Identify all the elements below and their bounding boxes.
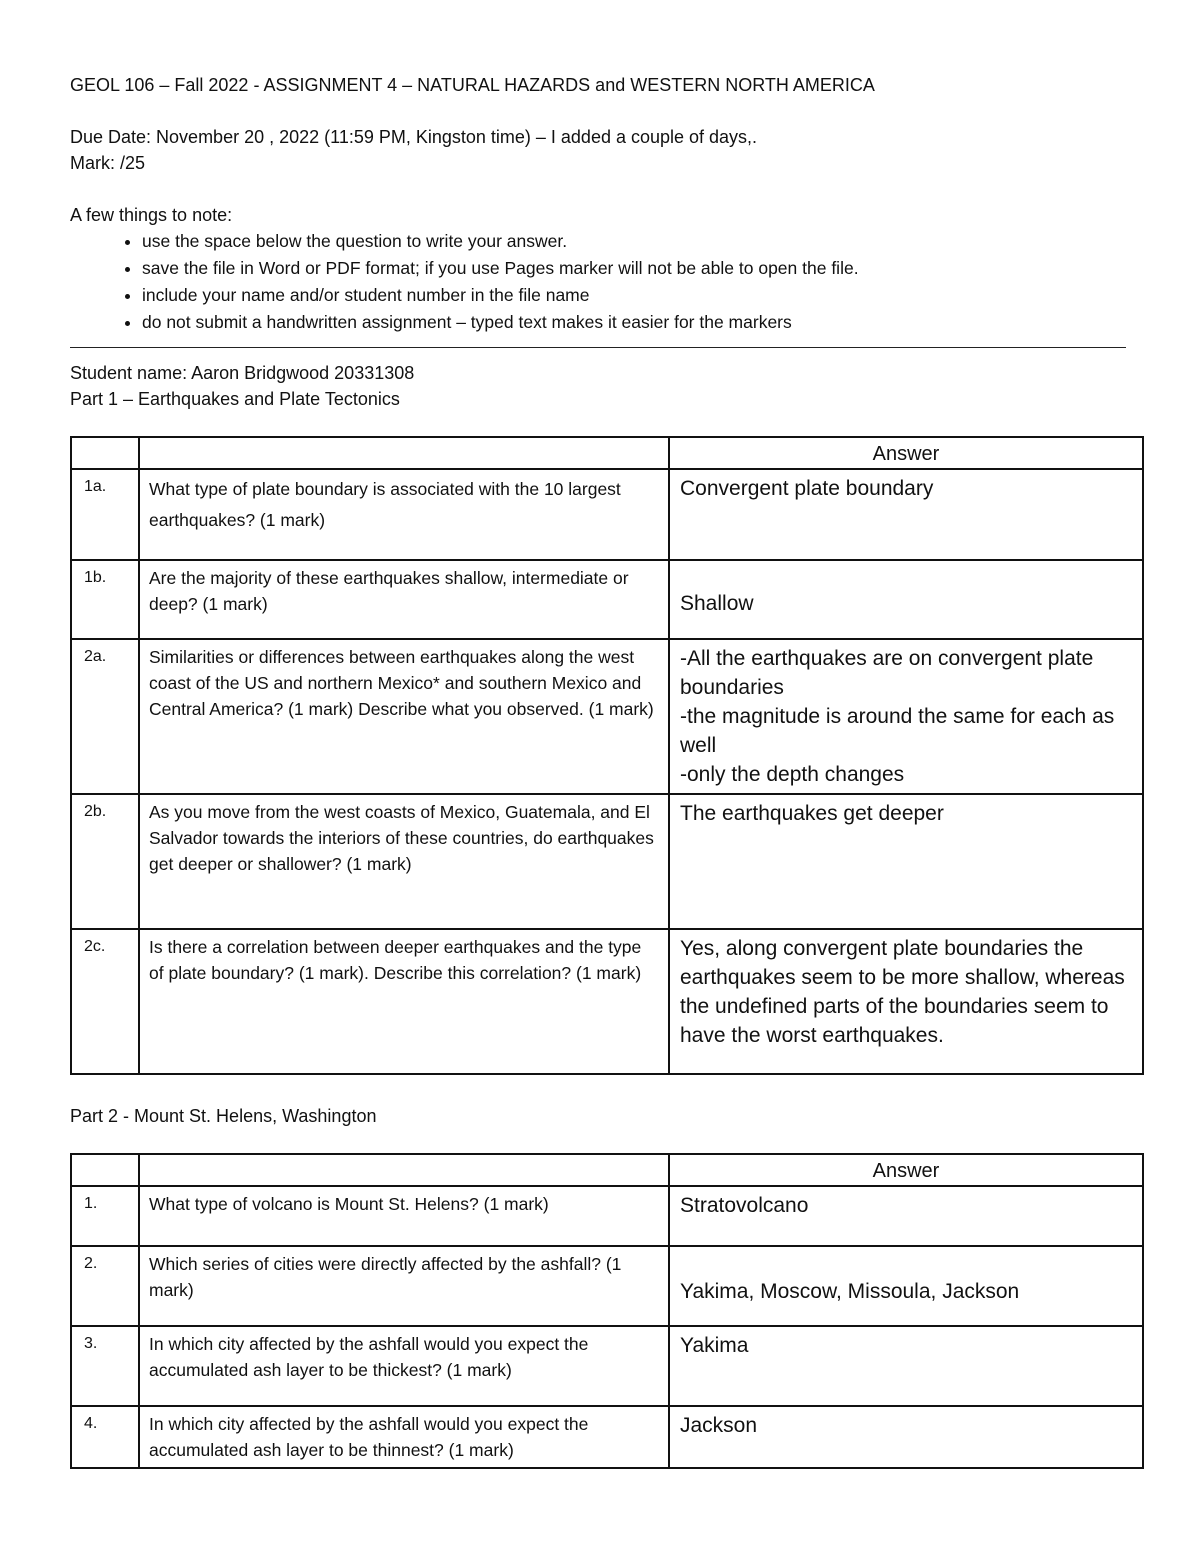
list-item: • use the space below the question to write your answer. xyxy=(142,228,1142,255)
question-text: As you move from the west coasts of Mexico, Guatemala, and El Salvador towards the interiors of these countries, do earthquakes get deeper or shallower? (1 mark) xyxy=(139,794,669,929)
table-row xyxy=(71,1326,1143,1406)
table-row xyxy=(71,639,1143,794)
document-page xyxy=(70,72,1142,1469)
part1-heading: Part 1 – Earthquakes and Plate Tectonics xyxy=(70,389,400,409)
answer-cell[interactable]: -All the earthquakes are on convergent plate boundaries -the magnitude is around the same for each as well -only the depth changes xyxy=(669,639,1143,794)
question-text: Similarities or differences between earthquakes along the west coast of the US and northern Mexico* and southern Mexico and Central America? (1 mark) Describe what you observed. (1 mark) xyxy=(139,639,669,794)
question-text: Are the majority of these earthquakes shallow, intermediate or deep? (1 mark) xyxy=(139,560,669,639)
answer-column-header: Answer xyxy=(669,437,1143,469)
notes-list xyxy=(70,228,1142,336)
student-name: Student name: Aaron Bridgwood 20331308 xyxy=(70,363,415,383)
question-text: In which city affected by the ashfall would you expect the accumulated ash layer to be thinnest? (1 mark) xyxy=(139,1406,669,1468)
question-number: 2. xyxy=(71,1246,139,1326)
question-text: In which city affected by the ashfall would you expect the accumulated ash layer to be thickest? (1 mark) xyxy=(139,1326,669,1406)
question-text: What type of plate boundary is associated with the 10 largest earthquakes? (1 mark) xyxy=(139,469,669,560)
answer-column-header: Answer xyxy=(669,1154,1143,1186)
question-number: 1b. xyxy=(71,560,139,639)
part2-table xyxy=(70,1153,1144,1469)
part2-heading: Part 2 - Mount St. Helens, Washington xyxy=(70,1106,377,1126)
answer-cell[interactable]: Convergent plate boundary xyxy=(669,469,1143,560)
answer-cell[interactable]: Yakima, Moscow, Missoula, Jackson xyxy=(669,1246,1143,1326)
table-row xyxy=(71,1406,1143,1468)
question-text: What type of volcano is Mount St. Helens? (1 mark) xyxy=(139,1186,669,1246)
table-row xyxy=(71,1186,1143,1246)
due-date: Due Date: November 20 , 2022 (11:59 PM, Kingston time) – I added a couple of days,. xyxy=(70,127,758,147)
table-row xyxy=(71,794,1143,929)
table-row xyxy=(71,1246,1143,1326)
question-text: Which series of cities were directly affected by the ashfall? (1 mark) xyxy=(139,1246,669,1326)
question-number: 2b. xyxy=(71,794,139,929)
question-number: 4. xyxy=(71,1406,139,1468)
list-item: • save the file in Word or PDF format; if you use Pages marker will not be able to open the file. xyxy=(142,255,1142,282)
answer-cell[interactable]: Yes, along convergent plate boundaries the earthquakes seem to be more shallow, whereas the undefined parts of the boundaries seem to have the worst earthquakes. xyxy=(669,929,1143,1074)
section-divider xyxy=(70,347,1126,348)
table-row xyxy=(71,560,1143,639)
table-header-row xyxy=(71,1154,1143,1186)
list-item: • do not submit a handwritten assignment – typed text makes it easier for the markers xyxy=(142,309,1142,336)
table-header-row xyxy=(71,437,1143,469)
answer-cell[interactable]: Stratovolcano xyxy=(669,1186,1143,1246)
list-item: • include your name and/or student number in the file name xyxy=(142,282,1142,309)
table-row xyxy=(71,929,1143,1074)
question-number: 2a. xyxy=(71,639,139,794)
question-number: 1a. xyxy=(71,469,139,560)
mark-total: Mark: /25 xyxy=(70,153,146,173)
answer-cell[interactable]: Yakima xyxy=(669,1326,1143,1406)
answer-cell[interactable]: The earthquakes get deeper xyxy=(669,794,1143,929)
answer-cell[interactable]: Shallow xyxy=(669,560,1143,639)
question-text: Is there a correlation between deeper earthquakes and the type of plate boundary? (1 mark). Describe this correlation? (1 mark) xyxy=(139,929,669,1074)
question-number: 2c. xyxy=(71,929,139,1074)
notes-intro: A few things to note: xyxy=(70,205,233,225)
document-title: GEOL 106 – Fall 2022 - ASSIGNMENT 4 – NATURAL HAZARDS and WESTERN NORTH AMERICA xyxy=(70,75,875,95)
question-number: 3. xyxy=(71,1326,139,1406)
question-number: 1. xyxy=(71,1186,139,1246)
part1-table xyxy=(70,436,1144,1075)
answer-cell[interactable]: Jackson xyxy=(669,1406,1143,1468)
table-row xyxy=(71,469,1143,560)
